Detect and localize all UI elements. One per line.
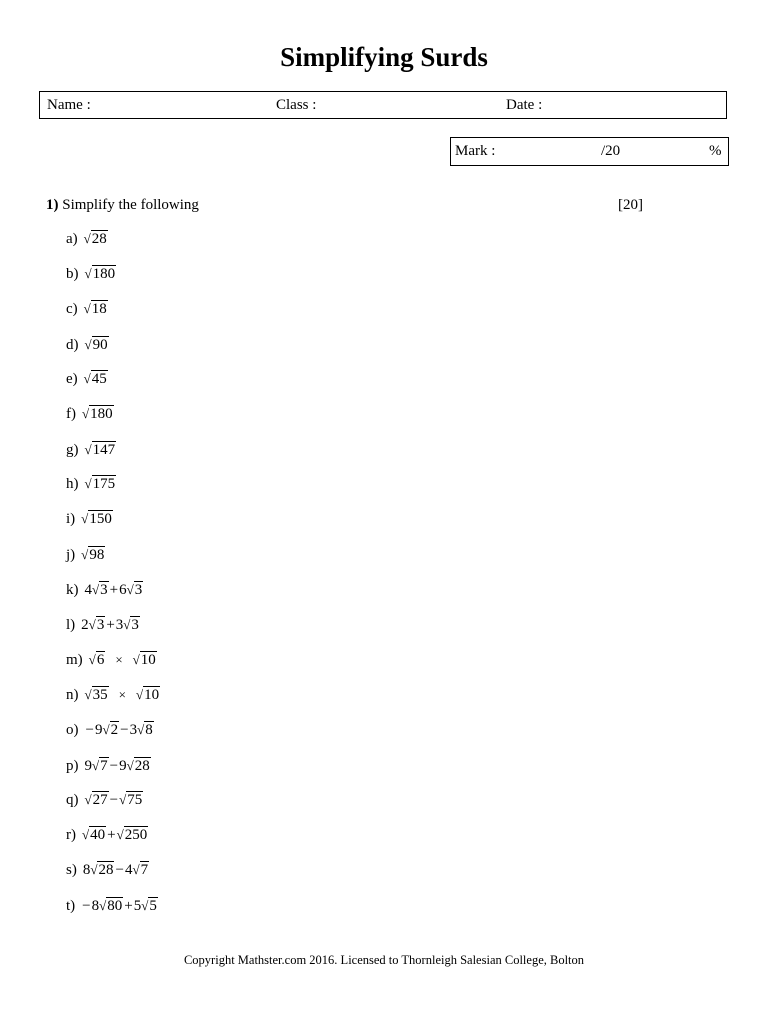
surd	[85, 476, 117, 492]
coefficient: 5	[133, 898, 142, 914]
item-label: q)	[66, 792, 79, 808]
question-item	[66, 827, 148, 844]
radicand: 80	[107, 898, 123, 914]
question-item	[66, 231, 108, 248]
mark-percent: %	[709, 143, 722, 159]
radical-sign-icon: √	[84, 442, 92, 457]
question-marks: [20]	[618, 197, 643, 213]
question-item	[66, 758, 151, 775]
coefficient: 6	[119, 582, 127, 598]
operator: −	[109, 792, 119, 808]
surd	[141, 898, 158, 914]
radicand: 3	[100, 582, 108, 598]
radical-sign-icon: √	[137, 722, 145, 737]
surd	[133, 652, 157, 668]
question-item	[66, 898, 158, 915]
question-item	[66, 266, 116, 283]
radical-sign-icon: √	[92, 758, 100, 773]
radical-sign-icon: √	[132, 652, 140, 667]
item-label: f)	[66, 406, 76, 422]
radicand: 2	[110, 722, 119, 738]
surd	[89, 617, 106, 633]
radicand: 7	[140, 862, 149, 878]
radical-sign-icon: √	[126, 582, 134, 597]
surd	[81, 511, 113, 527]
radical-sign-icon: √	[141, 898, 149, 913]
item-label: i)	[66, 511, 76, 527]
coefficient: 9	[84, 758, 92, 774]
surd	[89, 652, 106, 668]
radicand: 28	[98, 862, 114, 878]
copyright-footer: Copyright Mathster.com 2016. Licensed to Thornleigh Salesian College, Bolton	[183, 953, 585, 967]
surd	[85, 266, 117, 282]
coefficient: 9	[119, 758, 127, 774]
item-label: a)	[66, 231, 78, 247]
question-item	[66, 442, 116, 459]
item-label: h)	[66, 476, 79, 492]
question-item	[66, 547, 105, 564]
item-label: d)	[66, 337, 79, 353]
surd	[102, 722, 119, 738]
radicand: 5	[149, 898, 157, 914]
item-label: g)	[66, 442, 79, 458]
radicand: 98	[89, 547, 105, 563]
item-label: k)	[66, 582, 79, 598]
radicand: 7	[100, 758, 108, 774]
radicand: 40	[90, 827, 106, 843]
radicand: 250	[124, 827, 148, 843]
mark-label: Mark :	[455, 143, 496, 159]
radicand: 3	[131, 617, 139, 633]
radical-sign-icon: √	[84, 476, 92, 491]
question-item	[66, 862, 149, 879]
radical-sign-icon: √	[119, 792, 127, 807]
radicand: 6	[96, 652, 105, 668]
radicand: 28	[91, 231, 107, 247]
mark-total: /20	[601, 143, 621, 159]
surd	[92, 758, 109, 774]
date-label: Date :	[506, 97, 543, 113]
coefficient: 8	[91, 898, 100, 914]
radical-sign-icon: √	[99, 898, 107, 913]
surd	[137, 722, 154, 738]
operator: ×	[118, 687, 126, 702]
question-heading	[46, 197, 199, 214]
question-item	[66, 617, 140, 634]
surd	[123, 617, 140, 633]
radical-sign-icon: √	[81, 547, 89, 562]
radicand: 75	[127, 792, 143, 808]
radicand: 18	[91, 301, 107, 317]
item-label: p)	[66, 758, 79, 774]
radical-sign-icon: √	[88, 652, 96, 667]
radicand: 150	[89, 511, 112, 527]
radical-sign-icon: √	[135, 687, 144, 702]
surd	[92, 582, 109, 598]
surd	[85, 792, 109, 808]
radical-sign-icon: √	[84, 337, 92, 352]
radicand: 8	[145, 722, 153, 738]
radical-sign-icon: √	[84, 266, 92, 281]
surd	[82, 406, 114, 422]
item-label: r)	[66, 827, 76, 843]
operator: +	[109, 582, 119, 598]
operator: −	[109, 758, 119, 774]
question-item	[66, 476, 116, 493]
coefficient: 4	[84, 582, 92, 598]
radical-sign-icon: √	[116, 827, 124, 842]
radicand: 27	[92, 792, 108, 808]
mark-box	[450, 137, 729, 166]
class-label: Class :	[276, 97, 317, 113]
question-item	[66, 687, 160, 704]
radical-sign-icon: √	[83, 371, 91, 386]
item-label: s)	[66, 862, 77, 878]
operator: −	[115, 862, 124, 878]
question-text: Simplify the following	[62, 197, 199, 213]
item-label: m)	[66, 652, 83, 668]
surd	[84, 231, 108, 247]
radical-sign-icon: √	[126, 758, 134, 773]
item-label: b)	[66, 266, 79, 282]
question-item	[66, 511, 113, 528]
radical-sign-icon: √	[102, 722, 110, 737]
radicand: 3	[96, 617, 105, 633]
student-info-box	[39, 91, 727, 119]
operator: −	[85, 722, 94, 738]
surd	[85, 687, 109, 703]
name-label: Name :	[47, 97, 91, 113]
surd	[82, 827, 106, 843]
item-label: t)	[66, 898, 76, 914]
radical-sign-icon: √	[83, 301, 91, 316]
radical-sign-icon: √	[123, 617, 131, 632]
radical-sign-icon: √	[84, 792, 92, 807]
item-label: e)	[66, 371, 78, 387]
item-label: c)	[66, 301, 78, 317]
radicand: 147	[92, 442, 116, 458]
radicand: 10	[140, 652, 156, 668]
coefficient: 8	[82, 862, 91, 878]
surd	[81, 547, 105, 563]
operator: +	[106, 617, 115, 633]
question-number: 1)	[46, 197, 59, 213]
radicand: 180	[90, 406, 113, 422]
coefficient: 3	[129, 722, 138, 738]
coefficient: 9	[94, 722, 103, 738]
surd	[85, 442, 117, 458]
operator: +	[107, 827, 116, 843]
question-item	[66, 337, 109, 354]
radical-sign-icon: √	[88, 617, 96, 632]
radical-sign-icon: √	[82, 406, 90, 421]
radicand: 45	[91, 371, 107, 387]
radicand: 35	[92, 687, 108, 703]
coefficient: 4	[124, 862, 133, 878]
surd	[117, 827, 149, 843]
operator: +	[124, 898, 133, 914]
question-item	[66, 371, 108, 388]
radical-sign-icon: √	[81, 511, 89, 526]
operator: ×	[115, 652, 123, 667]
operator: −	[120, 722, 129, 738]
radicand: 3	[134, 582, 143, 598]
radical-sign-icon: √	[84, 687, 92, 702]
surd	[119, 792, 143, 808]
surd	[127, 758, 151, 774]
radicand: 10	[144, 687, 160, 703]
question-item	[66, 406, 114, 423]
radical-sign-icon: √	[82, 827, 90, 842]
item-label: n)	[66, 687, 79, 703]
operator: −	[82, 898, 91, 914]
page-title: Simplifying Surds	[280, 42, 488, 72]
surd	[90, 862, 114, 878]
surd	[85, 337, 109, 353]
item-label: o)	[66, 722, 79, 738]
surd	[132, 862, 149, 878]
question-item	[66, 582, 143, 599]
coefficient: 3	[115, 617, 124, 633]
radical-sign-icon: √	[132, 862, 140, 877]
radicand: 28	[134, 758, 150, 774]
surd	[84, 371, 108, 387]
surd	[136, 687, 160, 703]
surd	[84, 301, 108, 317]
radical-sign-icon: √	[83, 231, 91, 246]
surd	[127, 582, 144, 598]
radicand: 175	[92, 476, 116, 492]
question-item	[66, 652, 157, 669]
question-item	[66, 722, 154, 739]
radical-sign-icon: √	[90, 862, 98, 877]
question-item	[66, 792, 143, 809]
radicand: 180	[92, 266, 116, 282]
radicand: 90	[92, 337, 108, 353]
question-item	[66, 301, 108, 318]
surd	[99, 898, 123, 914]
item-label: l)	[66, 617, 76, 633]
item-label: j)	[66, 547, 76, 563]
radical-sign-icon: √	[92, 582, 100, 597]
coefficient: 2	[81, 617, 89, 633]
